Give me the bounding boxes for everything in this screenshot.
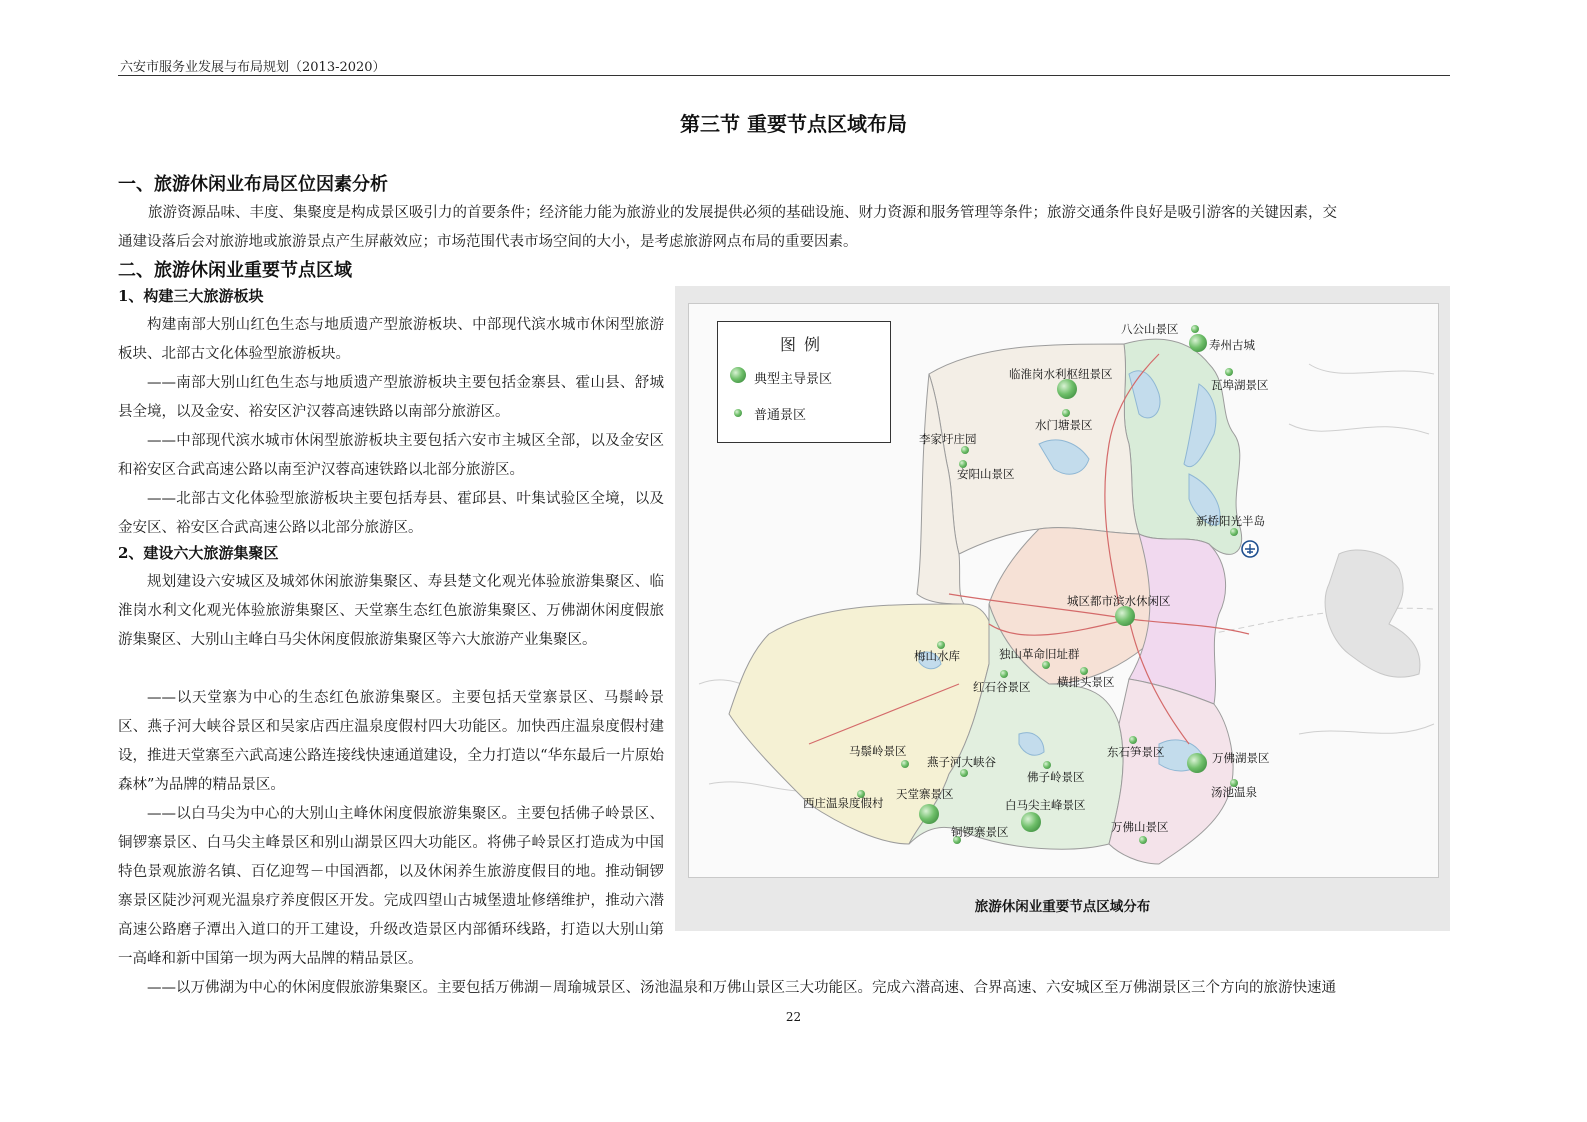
spot-dongshisun-dot-icon xyxy=(1129,736,1137,744)
spot-wanfoshan-dot-icon xyxy=(1139,836,1147,844)
heading-sub1: 1、构建三大旅游板块 xyxy=(118,287,264,305)
spot-bagongshan-label: 八公山景区 xyxy=(1121,322,1179,336)
spot-yanzihe-dot-icon xyxy=(960,769,968,777)
spot-bagongshan-dot-icon xyxy=(1191,325,1199,333)
spot-shouzhou-dot-icon xyxy=(1189,334,1207,352)
spot-wanfohu-label: 万佛湖景区 xyxy=(1212,751,1270,765)
spot-foziling-label: 佛子岭景区 xyxy=(1027,770,1085,784)
spot-lijiayu-label: 李家圩庄园 xyxy=(919,432,977,446)
spot-wanfohu-dot-icon xyxy=(1187,753,1207,773)
header-rule xyxy=(118,75,1450,76)
spot-anyang-label: 安阳山景区 xyxy=(957,467,1015,481)
spot-meishan-label: 梅山水库 xyxy=(914,649,960,663)
spot-tongluozhai-label: 铜锣寨景区 xyxy=(951,825,1009,839)
page-number: 22 xyxy=(785,1010,802,1024)
spot-chengqu-dot-icon xyxy=(1115,606,1135,626)
legend-title: 图例 xyxy=(779,335,828,354)
legend-major-dot-icon xyxy=(730,367,746,383)
sub1-paragraph-1: 构建南部大别山红色生态与地质遗产型旅游板块、中部现代滨水城市休闲型旅游板块、北部古文化体验型旅游板块。 xyxy=(118,317,664,362)
spot-shouzhou-label: 寿州古城 xyxy=(1209,338,1255,352)
spot-dushan-dot-icon xyxy=(1042,661,1050,669)
spot-wabu-dot-icon xyxy=(1225,368,1233,376)
part1-paragraph-line2: 通建设落后会对旅游地或旅游景点产生屏蔽效应；市场范围代表市场空间的大小，是考虑旅游网点布局的重要因素。 xyxy=(118,234,858,250)
map-caption: 旅游休闲业重要节点区域分布 xyxy=(974,899,1151,915)
section-title: 第三节 重要节点区域布局 xyxy=(680,112,907,136)
spot-dushan-label: 独山革命旧址群 xyxy=(999,647,1080,661)
spot-tangchi-label: 汤池温泉 xyxy=(1211,785,1257,799)
map-panel xyxy=(688,303,1439,878)
spot-tiantangzhai-dot-icon xyxy=(919,804,939,824)
spot-mazongling-label: 马鬃岭景区 xyxy=(849,744,907,758)
sub1-paragraph-3: ——中部现代滨水城市休闲型旅游板块主要包括六安市主城区全部，以及金安区和裕安区合武高速公路以南至沪汉蓉高速铁路以北部分旅游区。 xyxy=(118,433,664,478)
spot-foziling-dot-icon xyxy=(1043,761,1051,769)
spot-baimajian-dot-icon xyxy=(1021,812,1041,832)
legend-minor-label: 普通景区 xyxy=(754,408,807,423)
sub1-paragraph-4: ——北部古文化体验型旅游板块主要包括寿县、霍邱县、叶集试验区全境，以及金安区、裕安区合武高速公路以北部分旅游区。 xyxy=(118,491,664,536)
spot-wanfoshan-label: 万佛山景区 xyxy=(1111,820,1169,834)
legend-major-label: 典型主导景区 xyxy=(754,372,833,387)
sub2-paragraph-1: 规划建设六安城区及城郊休闲旅游集聚区、寿县楚文化观光体验旅游集聚区、临淮岗水利文化观光体验旅游集聚区、天堂寨生态红色旅游集聚区、万佛湖休闲度假旅游集聚区、大别山主峰白马尖休闲度假旅游集聚区等六大旅游产业集聚区。 xyxy=(118,574,664,648)
sub2-paragraph-4: ——以万佛湖为中心的休闲度假旅游集聚区。主要包括万佛湖－周瑜城景区、汤池温泉和万佛山景区三大功能区。完成六潜高速、合界高速、六安城区至万佛湖景区三个方向的旅游快速通 xyxy=(147,980,1336,996)
region-shucheng-south xyxy=(1109,679,1233,864)
sub1-paragraph-2: ——南部大别山红色生态与地质遗产型旅游板块主要包括金寨县、霍山县、舒城县全境，以及金安、裕安区沪汉蓉高速铁路以南部分旅游区。 xyxy=(118,375,664,420)
spot-linhuaigang-label: 临淮岗水利枢纽景区 xyxy=(1009,367,1113,381)
spot-hengpaitou-label: 横排头景区 xyxy=(1057,675,1115,689)
spot-yanzihe-label: 燕子河大峡谷 xyxy=(927,755,996,769)
part1-paragraph-line1: 旅游资源品味、丰度、集聚度是构成景区吸引力的首要条件；经济能力能为旅游业的发展提供必须的基础设施、财力资源和服务管理等条件；旅游交通条件良好是吸引游客的关键因素，交 xyxy=(148,205,1337,221)
spot-linhuaigang-dot-icon xyxy=(1057,379,1077,399)
airport-icon xyxy=(1242,541,1258,557)
east-lake-shape xyxy=(1325,550,1420,677)
spot-hongshigu-dot-icon xyxy=(1000,670,1008,678)
sub2-paragraph-2: ——以天堂寨为中心的生态红色旅游集聚区。主要包括天堂寨景区、马鬃岭景区、燕子河大峡谷景区和吴家店西庄温泉度假村四大功能区。加快西庄温泉度假村建设，推进天堂寨至六武高速公路连接线快速通道建设，全力打造以“华东最后一片原始森林”为品牌的精品景区。 xyxy=(118,690,664,793)
spot-dongshisun-label: 东石笋景区 xyxy=(1107,745,1165,759)
map-legend xyxy=(717,321,891,443)
spot-baimajian-label: 白马尖主峰景区 xyxy=(1005,798,1086,812)
spot-tiantangzhai-label: 天堂寨景区 xyxy=(896,787,954,801)
heading-sub2: 2、建设六大旅游集聚区 xyxy=(118,544,279,562)
spot-xizhuang-label: 西庄温泉度假村 xyxy=(803,796,884,810)
spot-hongshigu-label: 红石谷景区 xyxy=(973,680,1031,694)
spot-chengqu-label: 城区都市滨水休闲区 xyxy=(1067,594,1171,608)
spot-xinqiao-label: 新桥阳光半岛 xyxy=(1196,514,1265,528)
heading-part2: 二、旅游休闲业重要节点区域 xyxy=(118,260,352,281)
heading-part1: 一、旅游休闲业布局区位因素分析 xyxy=(118,174,388,195)
legend-minor-dot-icon xyxy=(734,409,742,417)
spot-xinqiao-dot-icon xyxy=(1230,528,1238,536)
sub2-paragraph-3: ——以白马尖为中心的大别山主峰休闲度假旅游集聚区。主要包括佛子岭景区、铜锣寨景区、白马尖主峰景区和别山湖景区四大功能区。将佛子岭景区打造成为中国特色景观旅游名镇、百亿迎驾－中国酒都，以及休闲养生旅游度假目的地。推动铜锣寨景区陡沙河观光温泉疗养度假区开发。完成四望山古城堡遗址修缮维护，推动六潜高速公路磨子潭出入道口的开工建设，升级改造景区内部循环线路，打造以大别山第一高峰和新中国第一坝为两大品牌的精品景区。 xyxy=(118,806,664,967)
spot-wabu-label: 瓦埠湖景区 xyxy=(1211,378,1269,392)
spot-lijiayu-dot-icon xyxy=(961,446,969,454)
spot-shuimentang-dot-icon xyxy=(1062,409,1070,417)
running-header: 六安市服务业发展与布局规划（2013-2020） xyxy=(120,60,386,75)
spot-mazongling-dot-icon xyxy=(901,760,909,768)
spot-shuimentang-label: 水门塘景区 xyxy=(1035,418,1093,432)
